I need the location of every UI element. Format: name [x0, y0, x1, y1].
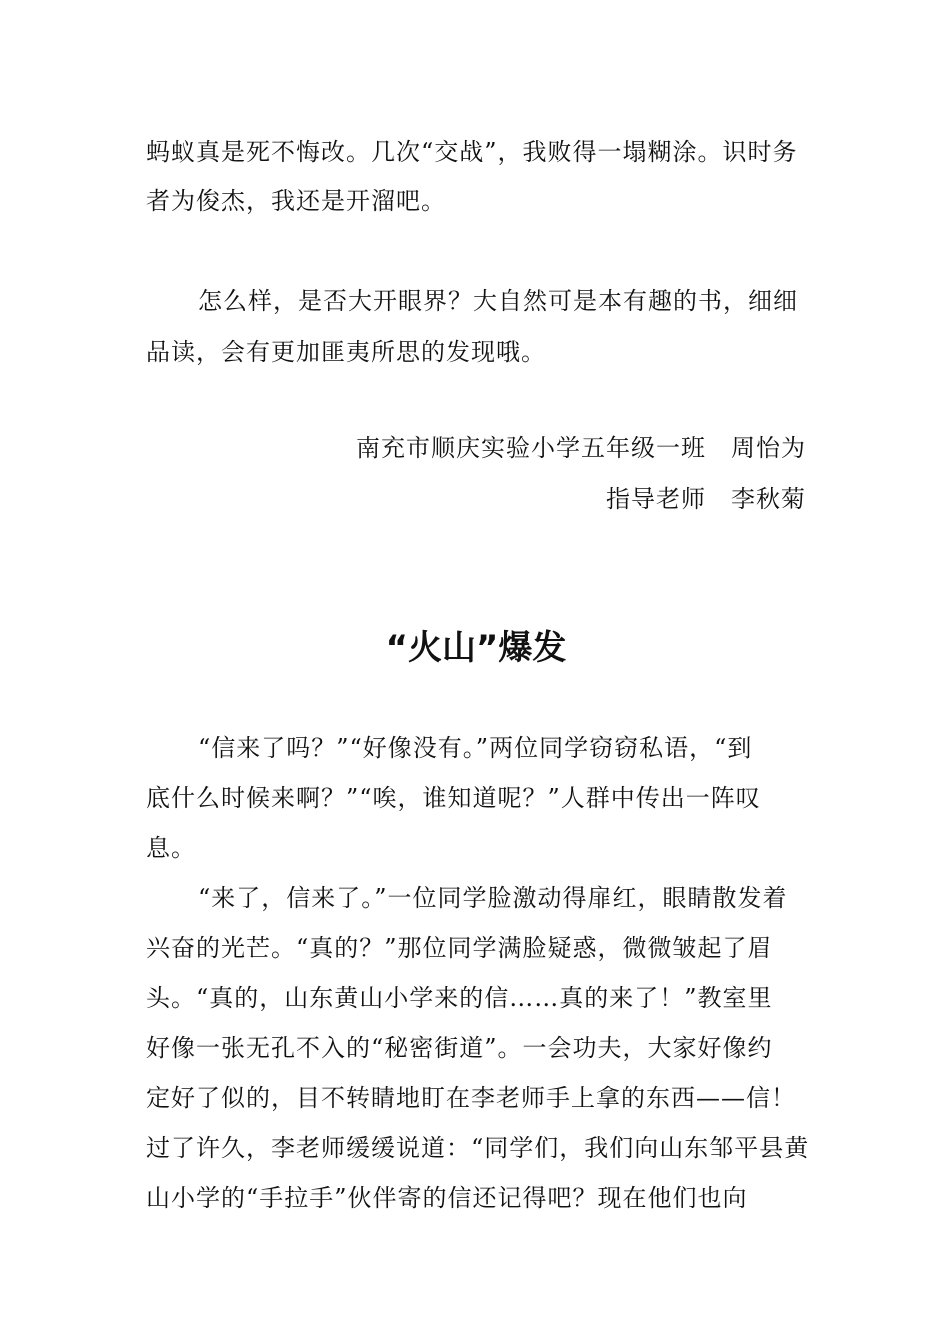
- prev-paragraph-2-line-2: 品读，会有更加匪夷所思的发现哦。: [146, 338, 546, 366]
- article-paragraph-2-line-6: 过了许久，李老师缓缓说道：“同学们，我们向山东邹平县黄: [146, 1134, 810, 1162]
- article-paragraph-2-line-1: “来了，信来了。”一位同学脸激动得扉红，眼睛散发着: [198, 884, 788, 912]
- prev-paragraph-1-line-2: 者为俊杰，我还是开溜吧。: [146, 187, 446, 215]
- article-paragraph-1-line-3: 息。: [146, 834, 196, 862]
- article-paragraph-2-line-3: 头。“真的，山东黄山小学来的信……真的来了！”教室里: [146, 984, 773, 1012]
- article-paragraph-2-line-4: 好像一张无孔不入的“秘密街道”。一会功夫，大家好像约: [146, 1034, 773, 1062]
- byline-author: 南充市顺庆实验小学五年级一班 周怡为: [356, 434, 806, 462]
- prev-paragraph-1-line-1: 蚂蚁真是死不悔改。几次“交战”，我败得一塌糊涂。识时务: [146, 138, 798, 166]
- article-paragraph-2-line-2: 兴奋的光芒。“真的？”那位同学满脸疑惑，微微皱起了眉: [146, 934, 773, 962]
- article-title: “火山”爆发: [385, 628, 567, 668]
- byline-teacher: 指导老师 李秋菊: [606, 485, 806, 513]
- article-paragraph-1-line-2: 底什么时候来啊？”“唉，谁知道呢？”人群中传出一阵叹: [146, 784, 761, 812]
- article-paragraph-2-line-7: 山小学的“手拉手”伙伴寄的信还记得吧？现在他们也向: [146, 1184, 748, 1212]
- article-paragraph-1-line-1: “信来了吗？”“好像没有。”两位同学窃窃私语，“到: [198, 734, 753, 762]
- prev-paragraph-2-line-1: 怎么样，是否大开眼界？大自然可是本有趣的书，细细: [198, 287, 798, 315]
- article-paragraph-2-line-5: 定好了似的，目不转睛地盯在李老师手上拿的东西——信！: [146, 1084, 796, 1112]
